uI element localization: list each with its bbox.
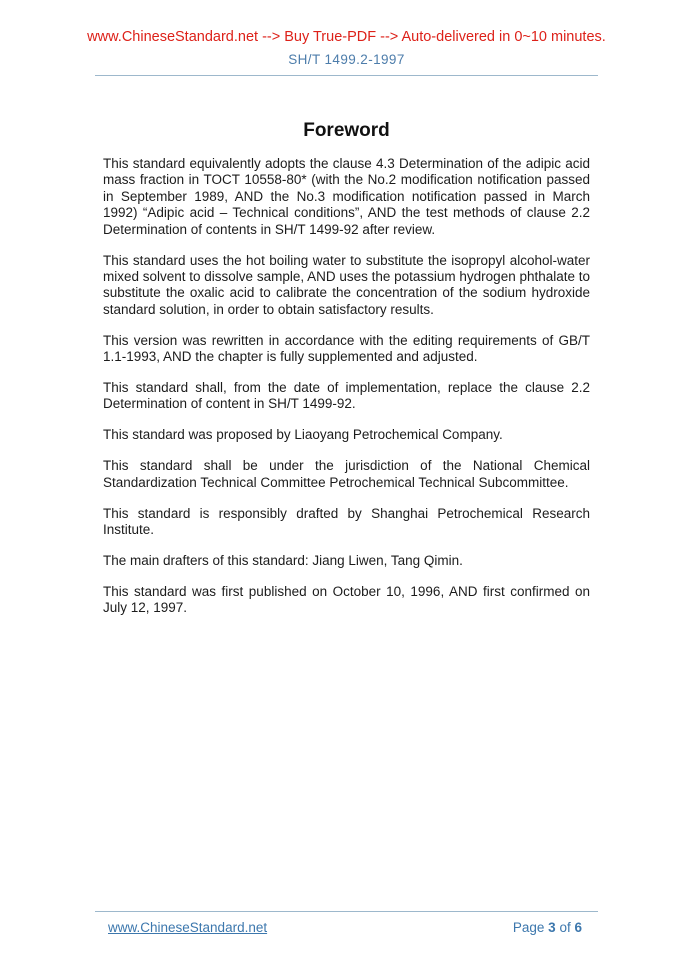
document-body [103, 156, 590, 617]
page-indicator [513, 920, 582, 935]
site-link[interactable]: www.ChineseStandard.net [108, 920, 268, 935]
header-divider [95, 75, 598, 76]
paragraph-publication-dates: This standard was first published on October 10, 1996, AND first confirmed on July 12, 1997. [103, 583, 590, 616]
of-word: of [559, 920, 571, 935]
page-number: 3 [548, 920, 556, 935]
page-footer [95, 911, 598, 935]
paragraph-adoption: This standard equivalently adopts the clause 4.3 Determination of the adipic acid mass fraction in TOCT 10558-80* (with the No.2 modification notification passed in September 1989, AND the No.3 modification notification passed in March 1992) “Adipic acid – Technical conditions”, AND the test methods of clause 2.2 Determination of contents in SH/T 1499-92 after review. [103, 156, 590, 237]
paragraph-replacement: This standard shall, from the date of implementation, replace the clause 2.2 Determination of content in SH/T 1499-92. [103, 379, 590, 412]
paragraph-method-substitution: This standard uses the hot boiling water to substitute the isopropyl alcohol-water mixed solvent to dissolve sample, AND uses the potassium hydrogen phthalate to substitute the oxalic acid to calibrate the concentration of the sodium hydroxide standard solution, in order to obtain satisfactory results. [103, 252, 591, 317]
page-word: Page [512, 920, 545, 935]
standard-code: SH/T 1499.2-1997 [288, 52, 405, 67]
paragraph-rewritten: This version was rewritten in accordance with the editing requirements of GB/T 1.1-1993, AND the chapter is fully supplemented and adjusted. [103, 332, 590, 365]
promo-banner: www.ChineseStandard.net --> Buy True-PDF --> Auto-delivered in 0~10 minutes. [87, 29, 606, 45]
paragraph-proposed-by: This standard was proposed by Liaoyang Petrochemical Company. [103, 427, 503, 443]
paragraph-drafters: The main drafters of this standard: Jiang Liwen, Tang Qimin. [103, 552, 463, 568]
page-title: Foreword [303, 120, 390, 141]
paragraph-jurisdiction: This standard shall be under the jurisdiction of the National Chemical Standardization Technical Committee Petrochemical Technical Subcommittee. [103, 458, 590, 490]
paragraph-drafted-by: This standard is responsibly drafted by Shanghai Petrochemical Research Institute. [103, 505, 590, 537]
total-pages: 6 [574, 920, 582, 935]
